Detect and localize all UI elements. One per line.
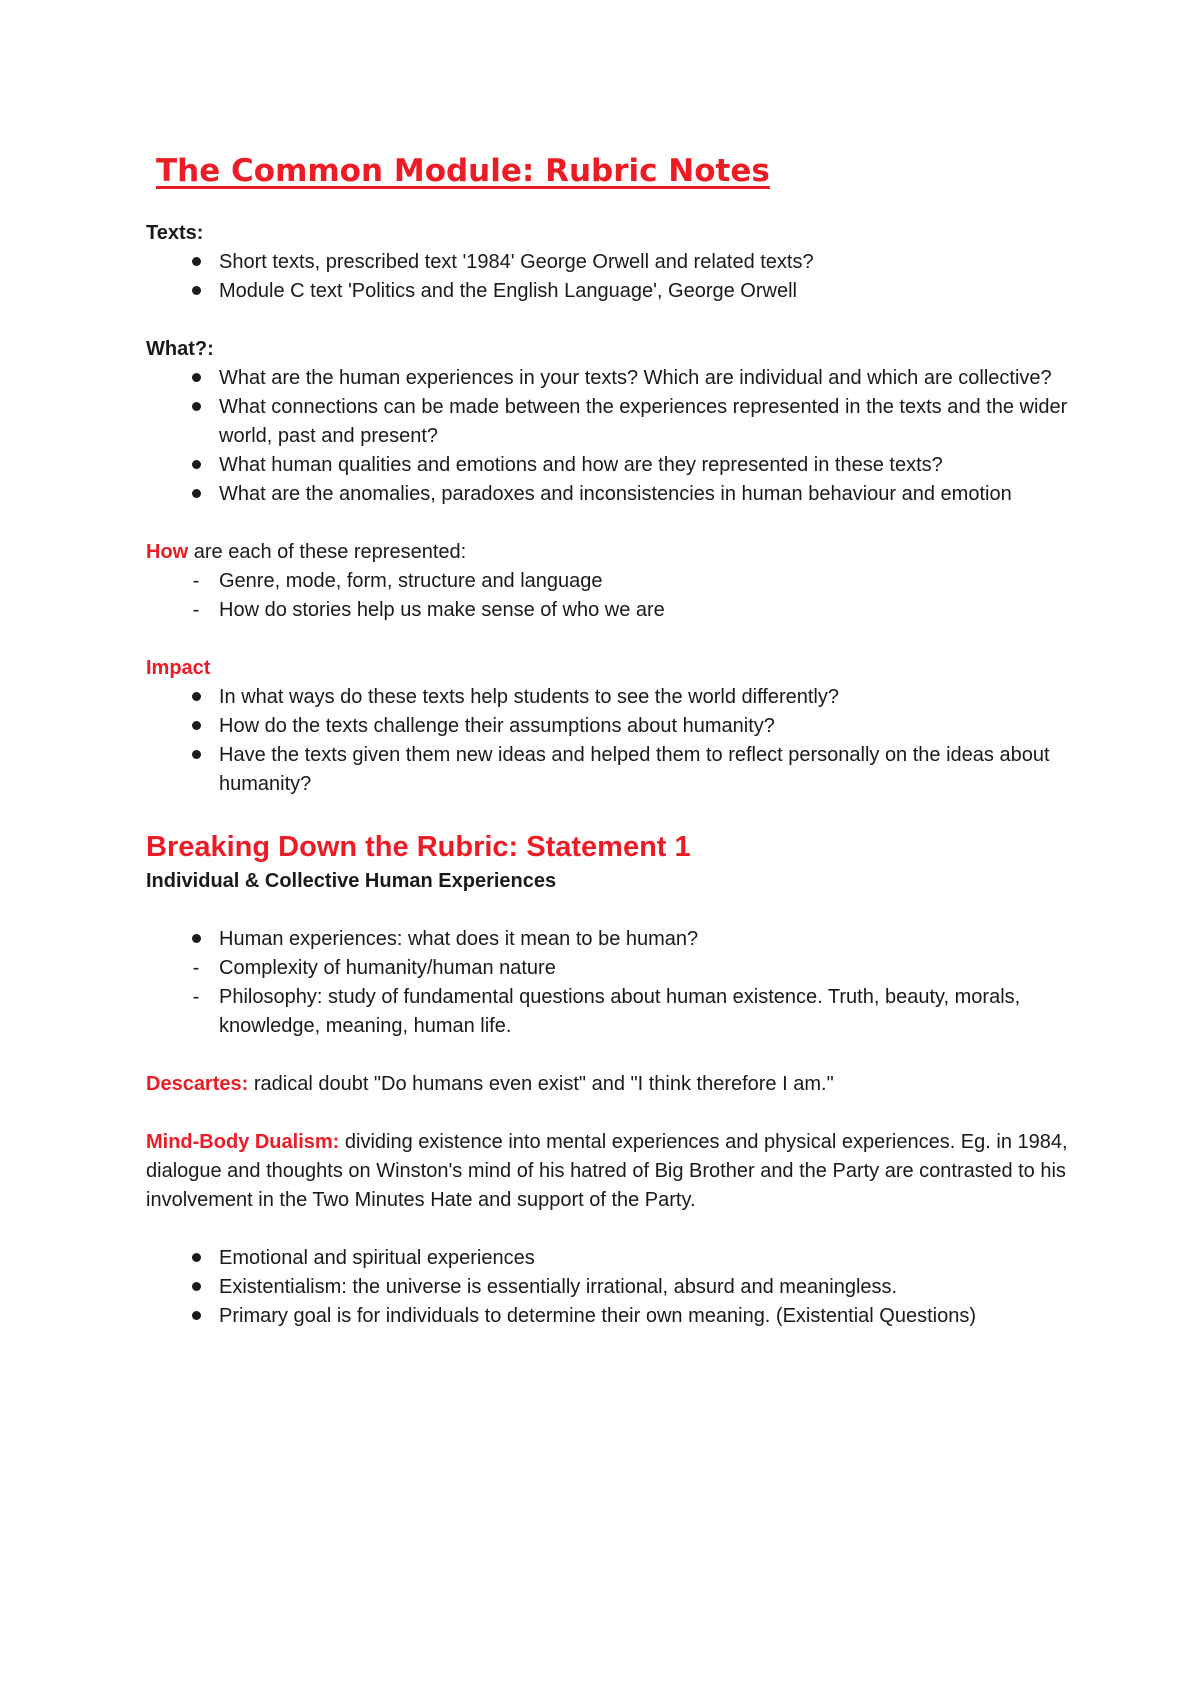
list-item: - Genre, mode, form, structure and language [146,567,1086,596]
dash-icon: - [192,570,200,592]
how-line: How are each of these represented: [146,541,467,563]
impact-label: Impact [146,657,211,679]
dash-icon: - [192,986,200,1008]
bullet-icon [184,393,208,422]
list-item: What are the human experiences in your texts? Which are individual and which are collective? [146,364,1086,393]
final-list [146,1244,1086,1331]
list-item: - Complexity of humanity/human nature [146,954,1086,983]
bullet-icon [184,741,208,770]
bullet-icon [184,277,208,306]
statement-1-heading: Breaking Down the Rubric: Statement 1 [146,831,691,863]
bullet-icon [184,925,208,954]
list-item: Module C text 'Politics and the English Language', George Orwell [146,277,1086,306]
how-list [146,567,1086,625]
list-item: - How do stories help us make sense of who we are [146,596,1086,625]
descartes-paragraph: Descartes: radical doubt "Do humans even exist" and "I think therefore I am." [146,1073,834,1095]
bullet-icon [184,683,208,712]
list-item: Short texts, prescribed text '1984' George Orwell and related texts? [146,248,1086,277]
how-label: How [146,541,189,563]
list-item: How do the texts challenge their assumptions about humanity? [146,712,1086,741]
list-item: Existentialism: the universe is essentially irrational, absurd and meaningless. [146,1273,1086,1302]
statement-1-list [146,925,1086,1041]
dash-icon: - [192,599,200,621]
what-list [146,364,1086,509]
list-item: Human experiences: what does it mean to be human? [146,925,1086,954]
bullet-icon [184,364,208,393]
bullet-icon [184,1244,208,1273]
dualism-paragraph: Mind-Body Dualism: dividing existence into mental experiences and physical experiences. Eg. in 1984, dialogue and thoughts on Winston's mind of his hatred of Big Brother and the Party are contrasted to his involvement in the Two Minutes Hate and support of the Party. [146,1131,1068,1211]
bullet-icon [184,451,208,480]
list-item: Primary goal is for individuals to determine their own meaning. (Existential Questions) [146,1302,1086,1331]
texts-list [146,248,1086,306]
list-item: What connections can be made between the experiences represented in the texts and the wider world, past and present? [146,393,1086,451]
bullet-icon [184,1302,208,1331]
document-body [146,150,1086,1331]
bullet-icon [184,1273,208,1302]
document-title: The Common Module: Rubric Notes [156,153,770,189]
list-item: Emotional and spiritual experiences [146,1244,1086,1273]
descartes-label: Descartes: [146,1073,249,1095]
list-item: - Philosophy: study of fundamental questions about human existence. Truth, beauty, morals, knowledge, meaning, human life. [146,983,1086,1041]
list-item: What are the anomalies, paradoxes and inconsistencies in human behaviour and emotion [146,480,1086,509]
list-item: In what ways do these texts help students to see the world differently? [146,683,1086,712]
bullet-icon [184,712,208,741]
list-item: What human qualities and emotions and how are they represented in these texts? [146,451,1086,480]
what-label: What?: [146,338,214,360]
bullet-icon [184,248,208,277]
dualism-label: Mind-Body Dualism: [146,1131,340,1153]
dash-icon: - [192,957,200,979]
statement-1-subheading: Individual & Collective Human Experiences [146,870,557,892]
list-item: Have the texts given them new ideas and helped them to reflect personally on the ideas about humanity? [146,741,1086,799]
texts-label: Texts: [146,222,204,244]
impact-list [146,683,1086,799]
bullet-icon [184,480,208,509]
